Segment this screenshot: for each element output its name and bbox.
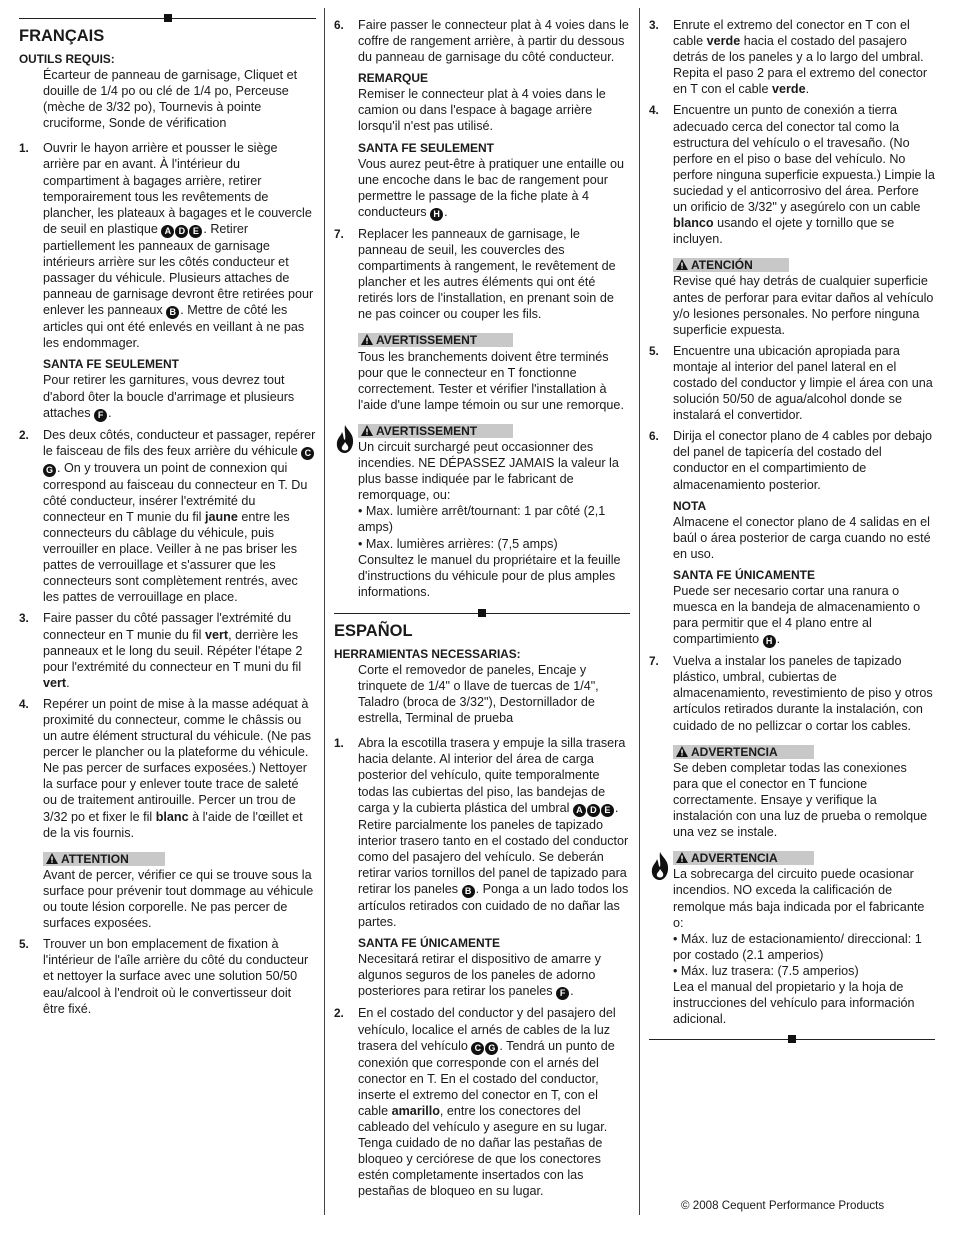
spanish-title: ESPAÑOL xyxy=(334,621,413,640)
spanish-tools-text: Corte el removedor de paneles, Encaje y trinquete de 1/4" o llave de tuercas de 1/4", Taladro (broca de 3/32"), Destornillador de estrella, Terminal de prueba xyxy=(358,662,599,726)
marker-f-icon: F xyxy=(94,409,107,422)
french-spanish-column-2 xyxy=(334,17,630,1204)
french-step-7: 7. Replacer les panneaux de garnisage, le panneau de seuil, les couvercles des compartiments à rangement, le revêtement de plancher et les autres éléments qui ont été retirés lors de l'installation, en prenant soin de ne pas coincer ou couper les fils. xyxy=(334,226,616,322)
french-step-4: 4. Repérer un point de mise à la masse adéquat à proximité du connecteur, comme le châssis ou un autre élément structural du véhicule. (Ne pas percer le plancher ou la plateforme du véhicule. Ne pas percer de surfaces exposées.) Nettoyer la surface pour y enlever toute trace de saleté ou de traitement antirouille. Percer un trou de 3/32 po et fixer le fil blanc à l'aide de l'œillet et de la vis fournis. xyxy=(19,696,312,840)
french-avertissement-1: AVERTISSEMENT Tous les branchements doivent être terminés pour que le connecteur en T fonctionne correctement. Tester et vérifier l'installation à l'aide d'une lampe témoin ou sur une remorque. xyxy=(358,333,624,412)
spanish-advertencia-2: ADVERTENCIA La sobrecarga del circuito puede ocasionar incendios. NO exceda la calificación de remolque más baja indicada por el fabricante o: • Máx. luz de estacionamiento/ direccional: 1 por costado (2.1 amperios) • Máx. luz trasera: (7.5 amperios) Lea el manual del propietario y la hoja de instrucciones del vehículo para información adicional. xyxy=(673,845,935,1027)
marker-h-icon: H xyxy=(763,635,776,648)
marker-a-icon: A xyxy=(573,804,586,817)
marker-e-icon: E xyxy=(601,804,614,817)
section-rule xyxy=(649,1035,935,1043)
warning-triangle-icon xyxy=(676,852,688,863)
french-santa-fe-note: SANTA FE SEULEMENT Pour retirer les garnitures, vous devrez tout d'abord ôter la boucle d'arrimage et plusieurs attaches F . xyxy=(43,357,295,420)
warning-triangle-icon xyxy=(361,425,373,436)
french-step-2: 2. Des deux côtés, conducteur et passager, repérer le faisceau de fils des feux arrière du véhicule CG . On y trouvera un point de connexion qui correspond au faisceau du connecteur en T. Du côté conducteur, insérer l'extrémité du connecteur en T munie du fil jaune entre les connecteurs du câblage du véhicule, puis verrouiller en place. Veiller à ne pas briser les pattes de verrouillage et s'assurer que les connecteurs sont complètement rentrés, avec les pattes de verrouillage en place. xyxy=(19,427,316,605)
copyright-notice: © 2008 Cequent Performance Products xyxy=(681,1199,885,1212)
marker-g-icon: G xyxy=(485,1042,498,1055)
warning-triangle-icon xyxy=(361,334,373,345)
section-rule xyxy=(19,14,316,22)
french-avertissement-2: AVERTISSEMENT Un circuit surchargé peut occasionner des incendies. NE DÉPASSEZ JAMAIS la valeur la plus basse indiquée par le fabricant de remorquage, ou: • Max. lumière arrêt/tournant: 1 par côté (2,1 amps) • Max. lumières arrières: (7,5 amps) Consultez le manuel du propriétaire et la feuille d'instructions du véhicule pour de plus amples informations. xyxy=(358,418,630,600)
warning-triangle-icon xyxy=(46,853,58,864)
spanish-column-3 xyxy=(649,17,935,1047)
fire-hazard-icon xyxy=(334,424,356,454)
warning-triangle-icon xyxy=(676,259,688,270)
column-divider xyxy=(324,8,325,1215)
french-step-3: 3. Faire passer du côté passager l'extrémité du connecteur en T munie du fil vert, derrière les panneaux et le long du seuil. Répéter l'étape 2 pour l'extrémité du connecteur en T muni du fil vert. xyxy=(19,611,303,690)
spanish-santa-fe-note: SANTA FE ÚNICAMENTE Necesitará retirar el dispositivo de amarre y algunos seguros de los paneles de adorno posteriores para retirar los paneles F . xyxy=(358,936,601,999)
marker-f-icon: F xyxy=(556,987,569,1000)
french-step-1: 1. Ouvrir le hayon arrière et pousser le siège arrière par en avant. À l'intérieur du compartiment à bagages arrière, retirer temporairement tous les revêtements de plancher, les plateaux à bagages et le couvercle de seuil en plastique A D E . Retirer partiellement les panneaux de garnisage intérieurs arrière sur les côtés conducteur et passager du véhicule. Plusieurs attaches de panneau de garnisage devront être retirées pour enlever les panneaux B . Mettre de côté les articles qui ont été enlevés en veillant à ne pas les endommager. xyxy=(19,141,314,351)
section-rule xyxy=(334,609,630,617)
french-column-1 xyxy=(19,14,316,1022)
spanish-step-3: 3. Enrute el extremo del conector en T con el cable verde hacia el costado del pasajero detrás de los paneles y a lo largo del umbral. Repita el paso 2 para el extremo del conector en T con el cable verde. xyxy=(649,18,928,97)
french-title: FRANÇAIS xyxy=(19,27,105,45)
marker-c-icon: C xyxy=(301,447,314,460)
french-santa-fe-note-2: SANTA FE SEULEMENT Vous aurez peut-être à pratiquer une entaille ou une encoche dans le bac de rangement pour permettre le passage de la fiche plate à 4 conducteurs H . xyxy=(358,140,625,219)
french-tools-heading: OUTILS REQUIS: xyxy=(19,52,115,66)
marker-h-icon: H xyxy=(430,208,443,221)
marker-g-icon: G xyxy=(43,464,56,477)
fire-hazard-icon xyxy=(649,851,671,881)
french-attention-box: ATTENTION Avant de percer, vérifier ce qui se trouve sous la surface pour prévenir tout dommage au véhicule ou toute lésion corporelle. Ne pas percer de surfaces exposées. xyxy=(43,851,314,931)
marker-d-icon: D xyxy=(587,804,600,817)
spanish-step-6: 6. Dirija el conector plano de 4 cables por debajo del panel de tapicería del costado del conductor en el compartimiento de almacenamiento posterior. xyxy=(649,429,933,492)
spanish-atencion-box: ATENCIÓN Revise qué hay detrás de cualquier superficie antes de perforar para evitar daños al vehículo y/o lesiones personales. No perfore ninguna superficie expuesta. xyxy=(673,258,934,337)
spanish-step-4: 4. Encuentre un punto de conexión a tierra adecuado cerca del conector tal como la estructura del vehículo o el travesaño. (No perfore en el piso o base del vehículo. No perfore ninguna superficie expuesta.) Limpie la suciedad y el anticorrosivo del área. Perfore un orificio de 3/32" y asegúrelo con un cable blanco usando el ojete y tornillo que se incluyen. xyxy=(649,103,935,247)
marker-a-icon: A xyxy=(161,225,174,238)
spanish-nota: NOTA Almacene el conector plano de 4 salidas en el baúl o área posterior de carga cuando no esté en uso. xyxy=(673,498,931,561)
marker-e-icon: E xyxy=(189,225,202,238)
spanish-santa-fe-note-2: SANTA FE ÚNICAMENTE Puede ser necesario cortar una ranura o muesca en la bandeja de almacenamiento o para permitir que el 4 plano entre al compartimiento H . xyxy=(673,567,921,647)
spanish-step-1: 1. Abra la escotilla trasera y empuje la silla trasera hacia delante. Al interior del área de carga posterior del vehículo, quite temporalmente todas las cubiertas del piso, las bandejas de carga y la cubierta plástica del umbral A D E . Retire parcialmente los paneles de tapizado interior trasero tanto en el costado del conductor como del pasajero del vehículo. Se deberán retirar varios tornillos del panel de tapizado para retirar los paneles B . Ponga a un lado todos los artículos retirados con cuidado de no dañar las partes. xyxy=(334,736,629,930)
french-step-6: 6. Faire passer le connecteur plat à 4 voies dans le coffre de rangement arrière, à partir du dessous du panneau de garnisage du côté conducteur. xyxy=(334,18,629,65)
marker-d-icon: D xyxy=(175,225,188,238)
spanish-tools-heading: HERRAMIENTAS NECESSARIAS: xyxy=(334,646,521,661)
spanish-step-2: 2. En el costado del conductor y del pasajero del vehículo, localice el arnés de cables de la luz trasera del vehículo C G . Tendrá un punto de conexión que corresponde con el arnés del conector en T. En el costado del conductor, inserte el extremo del conector en T, con el cable amarillo, entre los conectores del cableado del vehículo y asegure en su lugar. Tenga cuidado de no dañar las pestañas de bloqueo y cerciórese de que los conectores estén completamente insertados con las pestañas de bloqueo en su lugar. xyxy=(334,1006,616,1199)
spanish-step-7: 7. Vuelva a instalar los paneles de tapizado plástico, umbral, cubiertas de almacenamiento, revestimiento de piso y otros artículos retirados durante la instalación, con cuidado de no pellizcar o cortar los cables. xyxy=(649,654,933,733)
warning-triangle-icon xyxy=(676,746,688,757)
french-remarque: REMARQUE Remiser le connecteur plat à 4 voies dans le camion ou dans l'espace à bagage arrière lorsqu'il n'est pas utilisé. xyxy=(358,71,606,134)
column-divider xyxy=(639,8,640,1215)
marker-b-icon: B xyxy=(166,306,179,319)
spanish-advertencia-1: ADVERTENCIA Se deben completar todas las conexiones para que el conector en T funcione correctamente. Ensaye y verifique la instalación con una luz de prueba o remolque una vez se instale. xyxy=(673,744,928,840)
french-tools-text: Écarteur de panneau de garnisage, Cliquet et douille de 1/4 po ou clé de 1/4 po, Perceuse (mèche de 3/32 po), Tournevis à pointe cruciforme, Sonde de vérification xyxy=(43,68,298,131)
marker-c-icon: C xyxy=(471,1042,484,1055)
french-step-5: 5. Trouver un bon emplacement de fixation à l'intérieur de l'aîle arrière du côté du conducteur et nettoyer la surface avec une solution 50/50 eau/alcool à l'endroit où le convertisseur doit être fixé. xyxy=(19,937,309,1016)
spanish-step-5: 5. Encuentre una ubicación apropiada para montaje al interior del panel lateral en el costado del conductor y limpie el área con una solución 50/50 de agua/alcohol donde se instalará el convertidor. xyxy=(649,343,933,423)
marker-b-icon: B xyxy=(462,885,475,898)
